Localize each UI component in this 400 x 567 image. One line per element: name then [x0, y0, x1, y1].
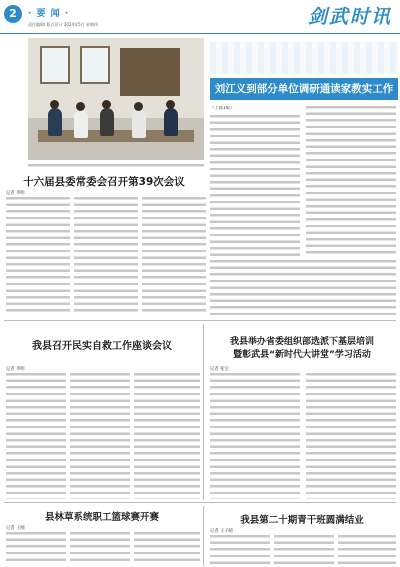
page-header [0, 0, 400, 34]
left-article-headline: 十六届县委常委会召开第39次会议 [23, 176, 185, 188]
bottom-left-col-3 [134, 532, 200, 565]
center-article-col-2 [70, 373, 130, 499]
center-article-byline: 记者 李明 [6, 367, 25, 372]
bottom-right-col-1 [210, 535, 270, 565]
center-article-col-3 [134, 373, 200, 499]
right-article-headline-2: 暨彰武县“新时代大讲堂”学习活动 [233, 350, 371, 360]
right-article-col-2 [306, 373, 396, 499]
bottom-left-col-1 [6, 532, 66, 565]
bottom-right-byline: 记者 王子晴 [210, 529, 233, 534]
bottom-right-headline: 我县第二十期青干班圆满结业 [240, 515, 364, 526]
left-article-byline: 记者 李明 [6, 191, 25, 196]
right-article-col-1 [210, 373, 300, 499]
photo-caption [28, 164, 204, 170]
top-article-col-2 [306, 106, 396, 256]
section-title: · 要 闻 · [28, 9, 70, 19]
newspaper-masthead: 剑武时讯 [307, 6, 392, 28]
meeting-photo [28, 38, 204, 160]
section-divider-2 [4, 502, 396, 503]
headline-banner-decoration [210, 42, 398, 74]
column-divider [203, 324, 204, 500]
center-article-col-1 [6, 373, 66, 499]
header-rule [0, 33, 400, 34]
section-divider-1 [4, 320, 396, 321]
left-article-col-3 [142, 197, 206, 315]
center-article-headline: 我县召开民实自救工作座谈会议 [32, 341, 172, 352]
top-article-col-1 [210, 106, 300, 256]
page-number: 2 [4, 5, 22, 23]
top-article-continued [210, 260, 396, 318]
issue-info: 责任编辑/ 版式设计 2024年5月 星期四 [28, 22, 98, 27]
bottom-left-byline: 记者 王刚 [6, 526, 25, 531]
left-article-col-2 [74, 197, 138, 315]
top-article-headline: 刘江义到部分单位调研通读家教实工作 [210, 78, 398, 100]
right-article-byline: 记者 张宝 [210, 367, 229, 372]
bottom-left-col-2 [70, 532, 130, 565]
bottom-right-col-3 [338, 535, 396, 565]
left-article-col-1 [6, 197, 70, 315]
right-article-headline-1: 我县举办省委组织部选派下基层培训 [229, 337, 374, 347]
bottom-right-col-2 [274, 535, 334, 565]
bottom-column-divider [203, 506, 204, 566]
top-article-lede: （上接1版） [210, 106, 235, 111]
bottom-left-headline: 县林草系统职工篮球赛开赛 [44, 512, 159, 523]
